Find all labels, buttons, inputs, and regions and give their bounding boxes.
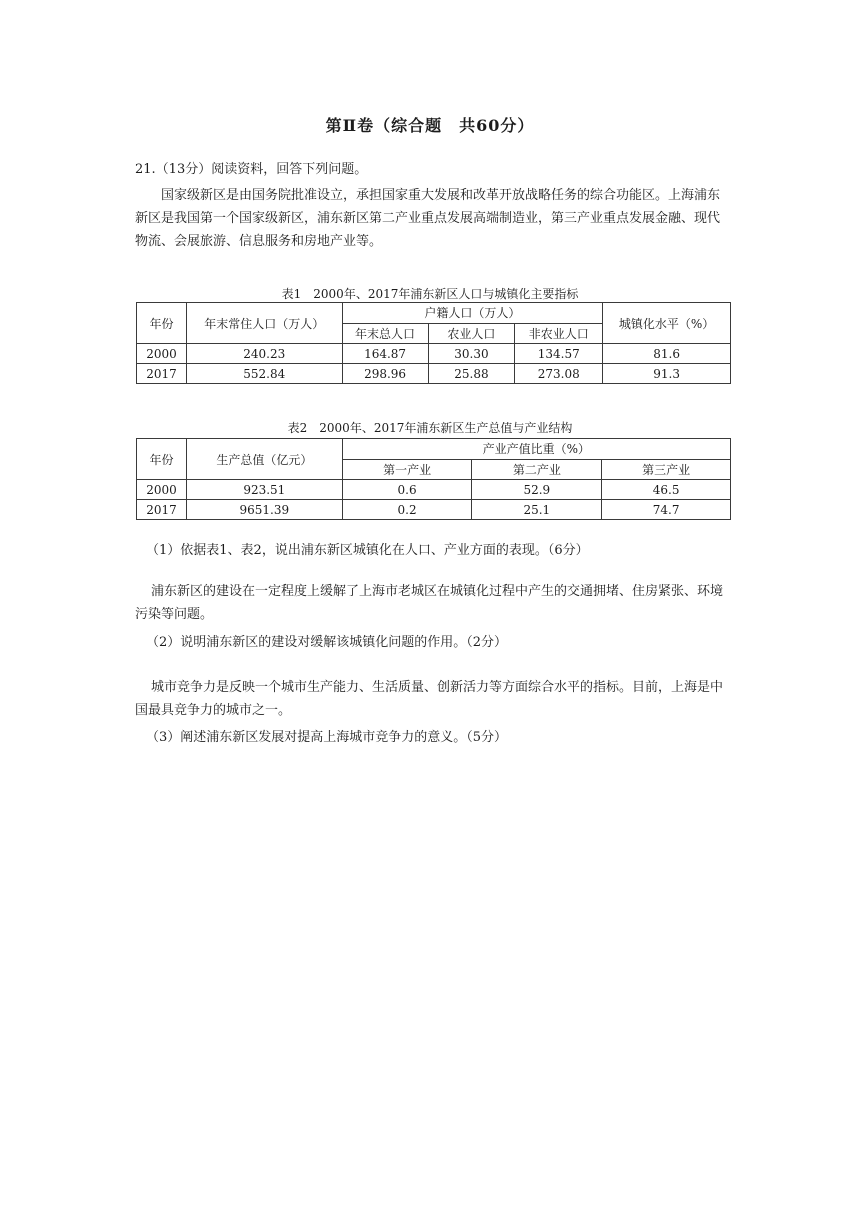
material-paragraph-2: 浦东新区的建设在一定程度上缓解了上海市老城区在城镇化过程中产生的交通拥堵、住房紧张、环境污染等问题。 <box>135 584 724 622</box>
table-cell: 164.87 <box>342 344 428 364</box>
table-cell: 25.88 <box>428 364 515 384</box>
table-cell: 25.1 <box>472 500 602 520</box>
table1-header-agricultural: 农业人口 <box>428 323 515 344</box>
table-cell: 240.23 <box>186 344 342 364</box>
table-row <box>137 344 731 364</box>
table-cell: 81.6 <box>603 344 731 364</box>
table2 <box>136 438 731 520</box>
table-cell: 2017 <box>137 500 187 520</box>
table-cell: 74.7 <box>602 500 731 520</box>
table-cell: 0.2 <box>342 500 472 520</box>
table1-caption: 表1 2000年、2017年浦东新区人口与城镇化主要指标 <box>281 287 579 301</box>
table-cell: 0.6 <box>342 480 472 500</box>
table2-header-primary: 第一产业 <box>342 459 472 480</box>
table-cell: 552.84 <box>186 364 342 384</box>
table-cell: 9651.39 <box>186 500 342 520</box>
table-cell: 298.96 <box>342 364 428 384</box>
table1 <box>136 302 731 384</box>
table2-header-gdp: 生产总值（亿元） <box>186 439 342 480</box>
table2-header-secondary: 第二产业 <box>472 459 602 480</box>
table-cell: 134.57 <box>515 344 603 364</box>
table1-header-urbanization: 城镇化水平（%） <box>603 303 731 344</box>
table-cell: 923.51 <box>186 480 342 500</box>
table2-header-year: 年份 <box>137 439 187 480</box>
table1-header-resident: 年末常住人口（万人） <box>186 303 342 344</box>
material-paragraph-3: 城市竞争力是反映一个城市生产能力、生活质量、创新活力等方面综合水平的指标。目前，上海是中国最具竞争力的城市之一。 <box>135 680 724 718</box>
sub-question-2: （2）说明浦东新区的建设对缓解该城镇化问题的作用。（2分） <box>146 635 508 650</box>
intro-paragraph: 国家级新区是由国务院批准设立，承担国家重大发展和改革开放战略任务的综合功能区。上海浦东新区是我国第一个国家级新区，浦东新区第二产业重点发展高端制造业，第三产业重点发展金融、现代物流、会展旅游、信息服务和房地产业等。 <box>135 188 721 249</box>
table2-caption: 表2 2000年、2017年浦东新区生产总值与产业结构 <box>287 421 573 435</box>
table-cell: 273.08 <box>515 364 603 384</box>
table-row <box>137 480 731 500</box>
table-row <box>137 500 731 520</box>
table-cell: 2000 <box>137 480 187 500</box>
table2-header-tertiary: 第三产业 <box>602 459 731 480</box>
sub-question-3: （3）阐述浦东新区发展对提高上海城市竞争力的意义。（5分） <box>146 730 508 745</box>
table-row <box>137 364 731 384</box>
table-cell: 2017 <box>137 364 187 384</box>
table-cell: 91.3 <box>603 364 731 384</box>
sub-question-1: （1）依据表1、表2，说出浦东新区城镇化在人口、产业方面的表现。（6分） <box>146 543 589 558</box>
table1-header-year: 年份 <box>137 303 187 344</box>
table-cell: 46.5 <box>602 480 731 500</box>
table-cell: 30.30 <box>428 344 515 364</box>
table2-header-share: 产业产值比重（%） <box>342 439 730 460</box>
section-title: 第Ⅱ卷（综合题 共60分） <box>325 116 535 135</box>
table1-header-non-agricultural: 非农业人口 <box>515 323 603 344</box>
table1-header-total: 年末总人口 <box>342 323 428 344</box>
table-cell: 52.9 <box>472 480 602 500</box>
question-heading: 21.（13分）阅读资料，回答下列问题。 <box>135 162 368 177</box>
table-cell: 2000 <box>137 344 187 364</box>
table1-header-huji: 户籍人口（万人） <box>342 303 603 324</box>
